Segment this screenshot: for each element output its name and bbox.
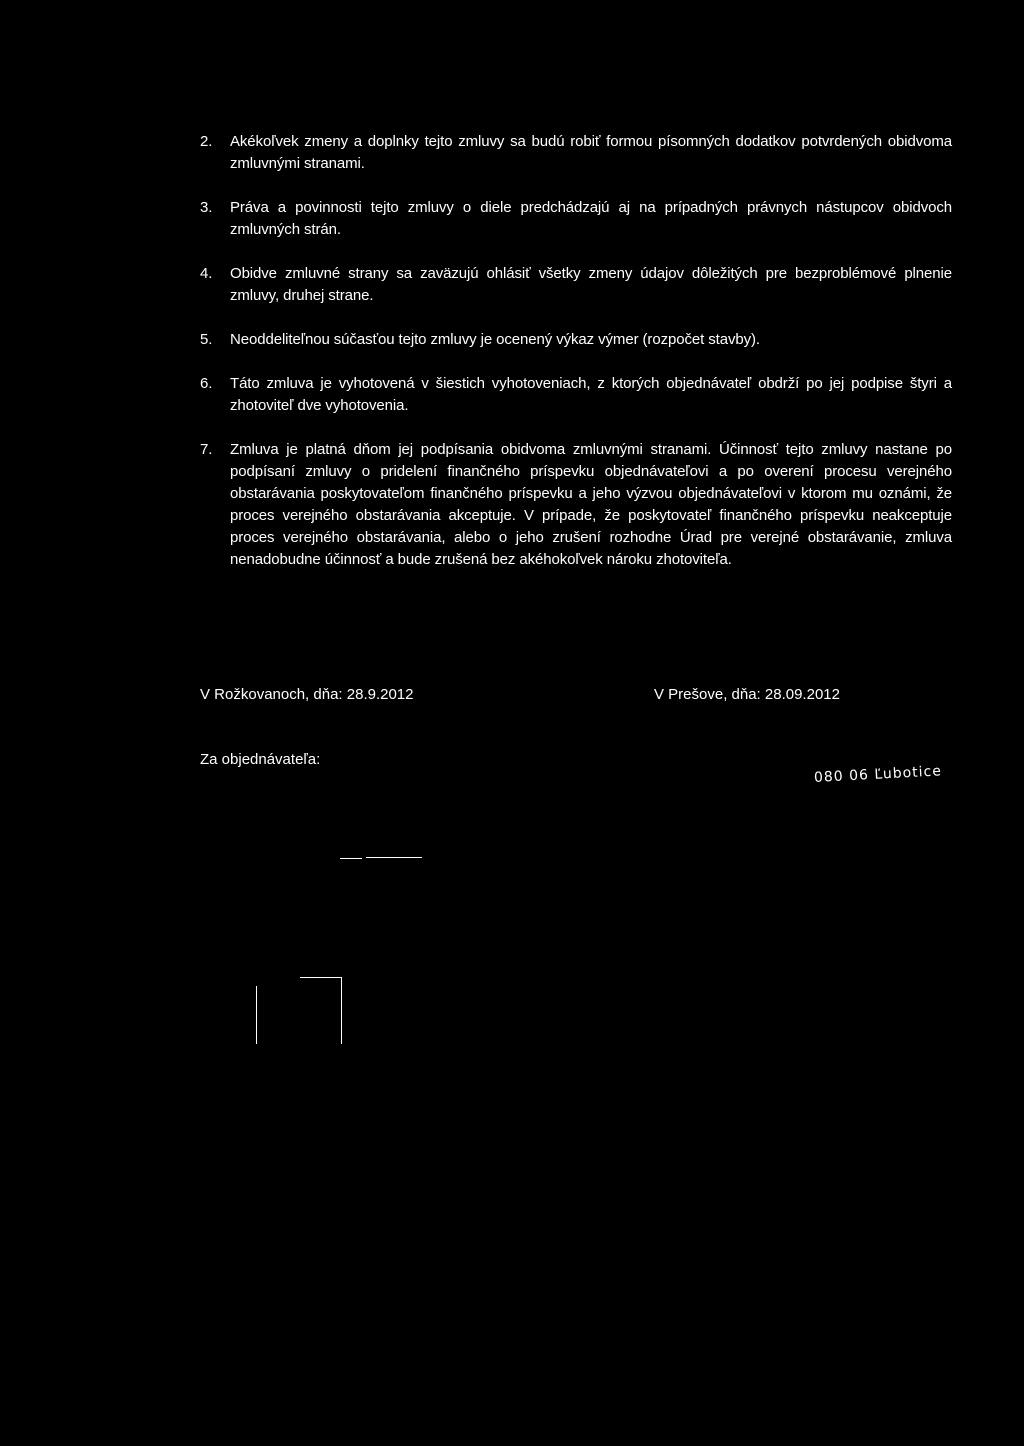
clause-3 xyxy=(200,197,952,241)
clause-text: Zmluva je platná dňom jej podpísania obidvoma zmluvnými stranami. Účinnosť tejto zmluvy nastane po podpísaní zmluvy o pridelení finančného príspevku objednávateľovi a po overení procesu verejného obstarávania poskytovateľom finančného príspevku a jeho výzvou objednávateľovi v ktorom mu oznámi, že proces verejného obstarávania akceptuje. V prípade, že poskytovateľ finančného príspevku neakceptuje proces verejného obstarávania, alebo o jeho zrušení rozhodne Úrad pre verejné obstarávanie, zmluva nenadobudne účinnosť a bude zrušená bez akéhokoľvek nároku zhotoviteľa. xyxy=(230,441,952,568)
client-place-date: V Rožkovanoch, dňa: 28.9.2012 xyxy=(200,686,414,703)
signature-stroke xyxy=(340,858,362,859)
clause-number: 3. xyxy=(200,199,213,216)
stamp-address: 080 06 Ľubotice xyxy=(813,763,943,786)
clause-7 xyxy=(200,439,952,571)
contractor-place-date: V Prešove, dňa: 28.09.2012 xyxy=(654,686,840,703)
clause-6 xyxy=(200,373,952,417)
clause-text: Akékoľvek zmeny a doplnky tejto zmluvy sa budú robiť formou písomných dodatkov potvrdených obidvoma zmluvnými stranami. xyxy=(230,133,952,172)
client-signature-label: Za objednávateľa: xyxy=(200,751,321,768)
clause-number: 7. xyxy=(200,441,213,458)
clause-number: 5. xyxy=(200,331,213,348)
signature-stroke xyxy=(366,857,422,858)
contract-clause-list xyxy=(200,131,952,593)
scan-artifact-line xyxy=(256,986,257,1044)
clause-number: 4. xyxy=(200,265,213,282)
scan-artifact-line xyxy=(300,977,342,978)
clause-4 xyxy=(200,263,952,307)
clause-text: Obidve zmluvné strany sa zaväzujú ohlásiť všetky zmeny údajov dôležitých pre bezproblémové plnenie zmluvy, druhej strane. xyxy=(230,265,952,304)
clause-text: Táto zmluva je vyhotovená v šiestich vyhotoveniach, z ktorých objednávateľ obdrží po jej podpise štyri a zhotoviteľ dve vyhotovenia. xyxy=(230,375,952,414)
clause-number: 6. xyxy=(200,375,213,392)
clause-5 xyxy=(200,329,952,351)
clause-2 xyxy=(200,131,952,175)
clause-text: Práva a povinnosti tejto zmluvy o diele predchádzajú aj na prípadných právnych nástupcov obidvoch zmluvných strán. xyxy=(230,199,952,238)
clause-text: Neoddeliteľnou súčasťou tejto zmluvy je ocenený výkaz výmer (rozpočet stavby). xyxy=(230,331,760,348)
scan-artifact-line xyxy=(341,977,342,1044)
clause-number: 2. xyxy=(200,133,213,150)
